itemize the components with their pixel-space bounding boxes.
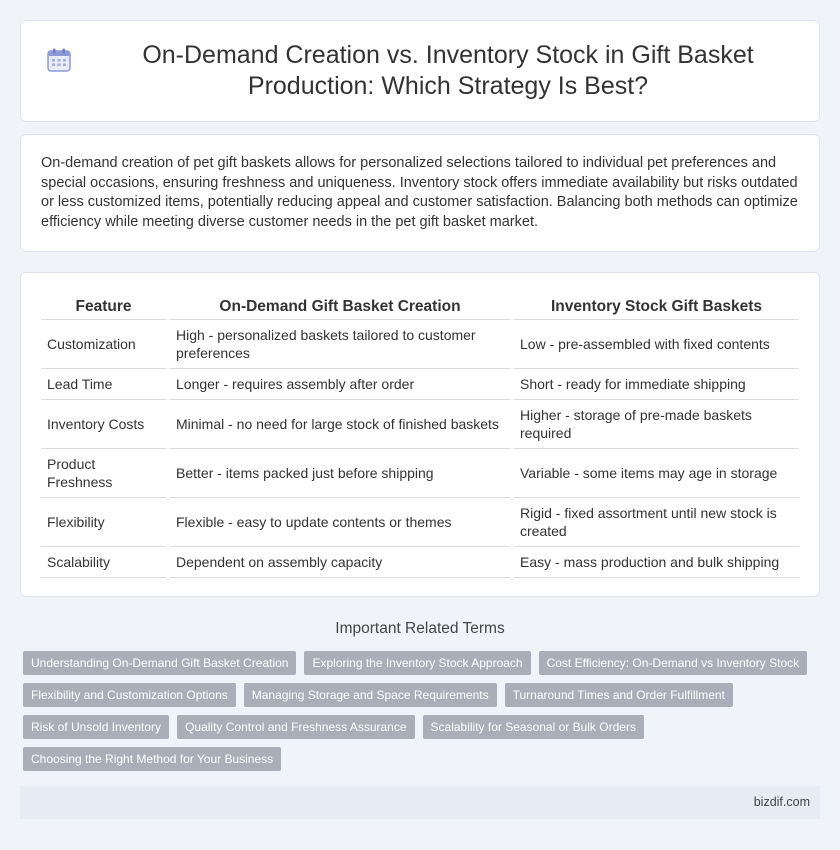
- table-cell: Better - items packed just before shipping: [168, 448, 512, 497]
- related-terms-title: Important Related Terms: [335, 620, 505, 637]
- table-cell: Easy - mass production and bulk shipping: [512, 546, 799, 577]
- table-cell: Low - pre-assembled with fixed contents: [512, 319, 799, 368]
- table-cell: Flexibility: [41, 497, 168, 546]
- table-cell: Short - ready for immediate shipping: [512, 368, 799, 399]
- table-cell: Variable - some items may age in storage: [512, 448, 799, 497]
- related-term-tag[interactable]: Cost Efficiency: On-Demand vs Inventory Stock: [539, 651, 808, 675]
- table-cell: Lead Time: [41, 368, 168, 399]
- comparison-card: [20, 272, 820, 597]
- table-cell: Longer - requires assembly after order: [168, 368, 512, 399]
- table-cell: Dependent on assembly capacity: [168, 546, 512, 577]
- related-terms-list: [23, 651, 823, 771]
- table-cell: Minimal - no need for large stock of finished baskets: [168, 399, 512, 448]
- table-cell: Higher - storage of pre-made baskets required: [512, 399, 799, 448]
- table-cell: Flexible - easy to update contents or themes: [168, 497, 512, 546]
- table-cell: Inventory Costs: [41, 399, 168, 448]
- table-cell: Rigid - fixed assortment until new stock is created: [512, 497, 799, 546]
- table-cell: Customization: [41, 319, 168, 368]
- related-term-tag[interactable]: Flexibility and Customization Options: [23, 683, 236, 707]
- table-row: [41, 399, 799, 448]
- table-row: [41, 448, 799, 497]
- related-term-tag[interactable]: Choosing the Right Method for Your Business: [23, 747, 281, 771]
- table-cell: Scalability: [41, 546, 168, 577]
- related-term-tag[interactable]: Quality Control and Freshness Assurance: [177, 715, 414, 739]
- comparison-table: [41, 297, 799, 578]
- column-header-feature: Feature: [41, 297, 168, 319]
- page-title: On-Demand Creation vs. Inventory Stock in Gift Basket Production: Which Strategy Is Best?: [142, 41, 754, 100]
- related-term-tag[interactable]: Understanding On-Demand Gift Basket Creation: [23, 651, 296, 675]
- table-cell: Product Freshness: [41, 448, 168, 497]
- table-cell: High - personalized baskets tailored to customer preferences: [168, 319, 512, 368]
- table-row: [41, 368, 799, 399]
- related-term-tag[interactable]: Risk of Unsold Inventory: [23, 715, 169, 739]
- intro-card: [20, 134, 820, 252]
- table-row: [41, 497, 799, 546]
- column-header-inventory: Inventory Stock Gift Baskets: [512, 297, 799, 319]
- related-term-tag[interactable]: Scalability for Seasonal or Bulk Orders: [423, 715, 644, 739]
- column-header-on-demand: On-Demand Gift Basket Creation: [168, 297, 512, 319]
- header-card: [20, 20, 820, 122]
- related-term-tag[interactable]: Managing Storage and Space Requirements: [244, 683, 497, 707]
- related-term-tag[interactable]: Turnaround Times and Order Fulfillment: [505, 683, 733, 707]
- footer: [20, 786, 820, 819]
- intro-paragraph: On-demand creation of pet gift baskets allows for personalized selections tailored to individual pet preferences and special occasions, ensuring freshness and uniqueness. Inventory stock offers immediate availability but risks outdated or less customized items, potentially reducing appeal and customer satisfaction. Balancing both methods can optimize efficiency while meeting diverse customer needs in the pet gift basket market.: [41, 155, 798, 230]
- footer-site-link[interactable]: bizdif.com: [753, 795, 810, 809]
- related-term-tag[interactable]: Exploring the Inventory Stock Approach: [304, 651, 530, 675]
- table-row: [41, 319, 799, 368]
- table-row: [41, 546, 799, 577]
- table-header-row: [41, 297, 799, 319]
